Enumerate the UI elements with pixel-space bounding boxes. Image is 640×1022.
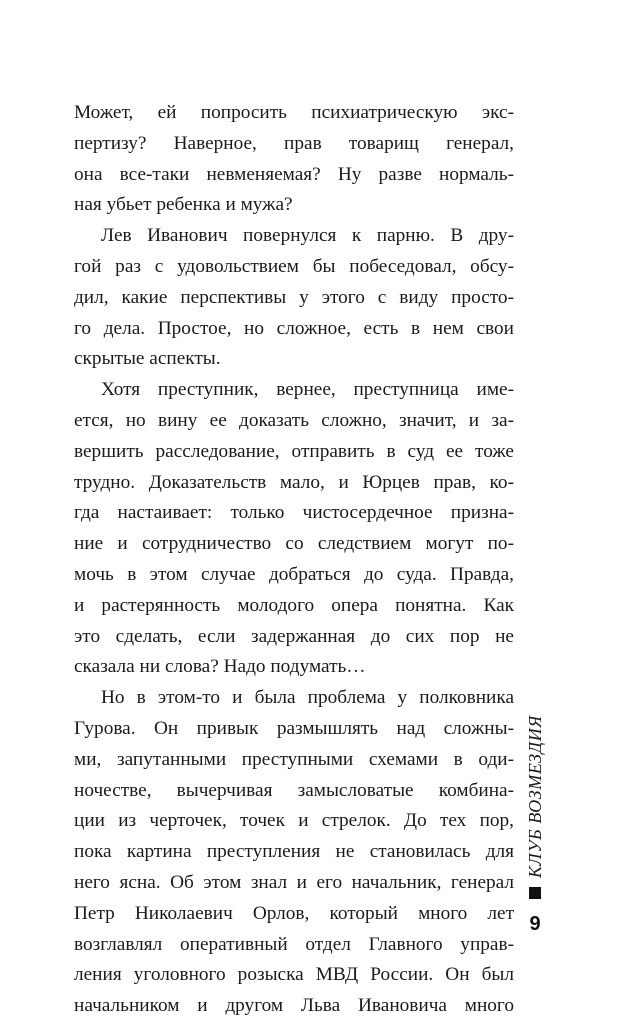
square-marker-icon: [529, 887, 541, 899]
text-line: него ясна. Об этом знал и его начальник, генерал: [74, 871, 514, 893]
text-line: ночестве, вычерчивая замысловатые комбина-: [74, 779, 514, 801]
text-line: ления уголовного розыска МВД России. Он был: [74, 964, 514, 986]
text-line: вершить расследование, отправить в суд ее тоже: [74, 440, 514, 462]
text-line: гой раз с удовольствием бы побеседовал, обсу-: [74, 255, 514, 277]
text-line: Но в этом-то и была проблема у полковника: [101, 687, 514, 709]
text-line: это сделать, если задержанная до сих пор не: [74, 625, 514, 647]
text-line: пока картина преступления не становилась для: [74, 841, 514, 863]
text-line: начальником и другом Льва Ивановича много: [74, 995, 514, 1017]
series-title: КЛУБ ВОЗМЕЗДИЯ: [525, 715, 545, 878]
text-line: ми, запутанными преступными схемами в оди-: [74, 748, 514, 770]
text-line: и растерянность молодого опера понятна. Как: [74, 594, 514, 616]
text-line: сказала ни слова? Надо подумать…: [74, 656, 366, 678]
text-line: ние и сотрудничество со следствием могут по-: [74, 533, 514, 555]
text-line: Лев Иванович повернулся к парню. В дру-: [101, 225, 514, 247]
text-line: возглавлял оперативный отдел Главного управ-: [74, 933, 514, 955]
text-line: скрытые аспекты.: [74, 348, 221, 370]
text-line: Петр Николаевич Орлов, который много лет: [74, 902, 514, 924]
page-number: 9: [529, 913, 541, 935]
body-text: [74, 98, 514, 1022]
text-line: пертизу? Наверное, прав товарищ генерал,: [74, 132, 514, 154]
text-line: гда настаивает: только чистосердечное призна-: [74, 502, 514, 524]
text-line: Хотя преступник, вернее, преступница име-: [101, 379, 514, 401]
text-line: Может, ей попросить психиатрическую экс-: [74, 102, 514, 123]
text-line: мочь в этом случае добраться до суда. Правда,: [74, 563, 514, 585]
text-line: она все-таки невменяемая? Ну разве нормаль-: [74, 163, 514, 185]
text-line: Гурова. Он привык размышлять над сложны-: [74, 717, 514, 739]
text-line: го дела. Простое, но сложное, есть в нем свои: [74, 317, 514, 339]
series-title-container: [523, 688, 547, 878]
text-line: ная убьет ребенка и мужа?: [74, 194, 293, 216]
text-line: трудно. Доказательств мало, и Юрцев прав, ко-: [74, 471, 514, 493]
text-line: дил, какие перспективы у этого с виду просто-: [74, 286, 514, 308]
text-line: ется, но вину ее доказать сложно, значит, и за-: [74, 409, 514, 431]
text-line: ции из черточек, точек и стрелок. До тех пор,: [74, 810, 514, 832]
